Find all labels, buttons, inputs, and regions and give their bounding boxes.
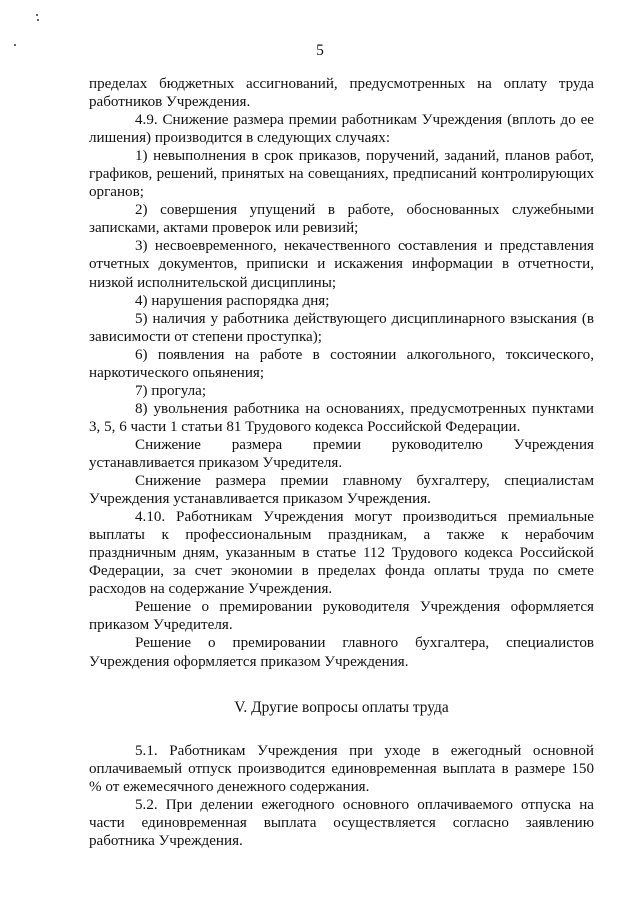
section-heading: V. Другие вопросы оплаты труда: [234, 698, 449, 716]
paragraph: Снижение размера премии руководителю Учреждения устанавливается приказом Учредителя.: [89, 436, 594, 471]
list-item-2: 2) совершения упущений в работе, обоснованных служебными записками, актами проверок или ревизий;: [89, 202, 594, 237]
paragraph: Снижение размера премии главному бухгалтеру, специалистам Учреждения устанавливается приказом Учреждения.: [89, 473, 594, 508]
paragraph: Решение о премировании руководителя Учреждения оформляется приказом Учредителя.: [89, 599, 594, 634]
document-body: [89, 75, 594, 850]
list-item-4: 4) нарушения распорядка дня;: [135, 292, 330, 309]
clause-4-10: 4.10. Работникам Учреждения могут производиться премиальные выплаты к профессиональным праздникам, а также к нерабочим праздничным дням, указанным в статье 112 Трудового кодекса Российской Федерации, за счет экономии в пределах фонда оплаты труда по смете расходов на содержание Учреждения.: [89, 509, 594, 598]
list-item-6: 6) появления на работе в состоянии алкогольного, токсического, наркотического опьянения;: [89, 346, 594, 381]
list-item-1: 1) невыполнения в срок приказов, поручений, заданий, планов работ, графиков, решений, принятых на совещаниях, предписаний контролирующих органов;: [89, 148, 594, 201]
clause-5-2: 5.2. При делении ежегодного основного оплачиваемого отпуска на части единовременная выплата осуществляется согласно заявлению работника Учреждения.: [89, 796, 594, 849]
list-item-3: 3) несвоевременного, некачественного составления и представления отчетных документов, приписки и искажения информации в отчетности, низкой исполнительской дисциплины;: [89, 238, 594, 291]
clause-4-9: 4.9. Снижение размера премии работникам Учреждения (вплоть до ее лишения) производится в следующих случаях:: [89, 112, 594, 147]
page-number: 5: [316, 42, 324, 59]
list-item-7: 7) прогула;: [135, 382, 207, 399]
list-item-8: 8) увольнения работника на основаниях, предусмотренных пунктами 3, 5, 6 части 1 статьи 81 Трудового кодекса Российской Федерации.: [89, 400, 594, 435]
paragraph: пределах бюджетных ассигнований, предусмотренных на оплату труда работников Учреждения.: [89, 76, 594, 111]
clause-5-1: 5.1. Работникам Учреждения при уходе в ежегодный основной оплачиваемый отпуск производится единовременная выплата в размере 150 % от ежемесячного денежного содержания.: [89, 742, 594, 795]
paragraph: Решение о премировании главного бухгалтера, специалистов Учреждения оформляется приказом Учреждения.: [89, 635, 594, 670]
list-item-5: 5) наличия у работника действующего дисциплинарного взыскания (в зависимости от степени проступка);: [89, 310, 594, 345]
